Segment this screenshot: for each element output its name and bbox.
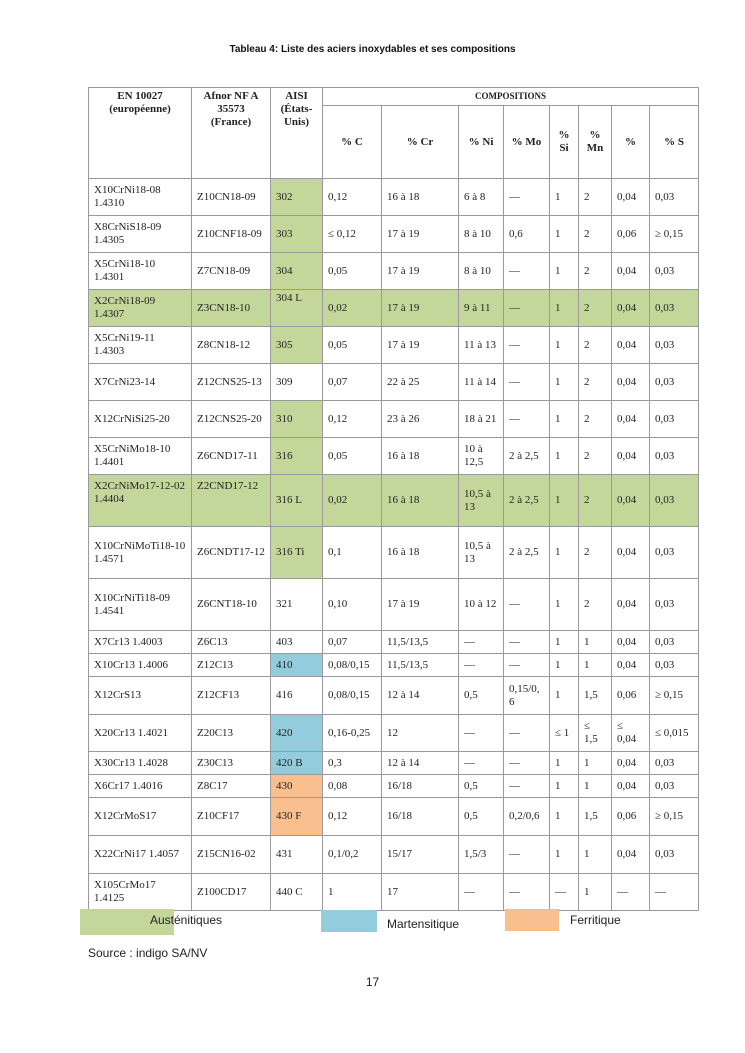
cell-ni: 10 à 12 bbox=[459, 579, 504, 631]
cell-p: 0,04 bbox=[612, 475, 650, 527]
cell-cr: 11,5/13,5 bbox=[382, 654, 459, 677]
cell-c: 0,07 bbox=[323, 631, 382, 654]
cell-c: 0,3 bbox=[323, 752, 382, 775]
cell-c: 0,1/0,2 bbox=[323, 836, 382, 874]
cell-s: 0,03 bbox=[650, 752, 699, 775]
cell-c: 0,07 bbox=[323, 364, 382, 401]
header-si: % Si bbox=[550, 106, 579, 179]
cell-s: 0,03 bbox=[650, 579, 699, 631]
legend-swatch-ferritic bbox=[505, 909, 559, 931]
cell-en: X105CrMo17 1.4125 bbox=[89, 874, 192, 911]
table-row bbox=[89, 752, 699, 775]
cell-aisi: 304 bbox=[271, 253, 323, 290]
cell-mo: — bbox=[504, 290, 550, 327]
cell-p: 0,06 bbox=[612, 798, 650, 836]
cell-aisi: 305 bbox=[271, 327, 323, 364]
cell-s: 0,03 bbox=[650, 401, 699, 438]
cell-cr: 16/18 bbox=[382, 775, 459, 798]
cell-mn: 2 bbox=[579, 216, 612, 253]
cell-mo: — bbox=[504, 654, 550, 677]
cell-ni: — bbox=[459, 752, 504, 775]
cell-s: 0,03 bbox=[650, 253, 699, 290]
cell-cr: 17 bbox=[382, 874, 459, 911]
cell-cr: 16 à 18 bbox=[382, 527, 459, 579]
cell-afnor: Z12C13 bbox=[192, 654, 271, 677]
table-row bbox=[89, 290, 699, 327]
cell-s: 0,03 bbox=[650, 179, 699, 216]
cell-cr: 12 bbox=[382, 715, 459, 752]
cell-mn: 2 bbox=[579, 401, 612, 438]
cell-mo: — bbox=[504, 579, 550, 631]
cell-cr: 15/17 bbox=[382, 836, 459, 874]
table-row bbox=[89, 179, 699, 216]
cell-mn: ≤ 1,5 bbox=[579, 715, 612, 752]
cell-mo: 2 à 2,5 bbox=[504, 475, 550, 527]
cell-s: ≥ 0,15 bbox=[650, 216, 699, 253]
cell-mn: 1,5 bbox=[579, 798, 612, 836]
cell-c: 0,05 bbox=[323, 327, 382, 364]
cell-mo: 2 à 2,5 bbox=[504, 527, 550, 579]
cell-s: ≤ 0,015 bbox=[650, 715, 699, 752]
cell-mn: 1 bbox=[579, 874, 612, 911]
cell-c: 0,02 bbox=[323, 475, 382, 527]
cell-c: 1 bbox=[323, 874, 382, 911]
cell-c: 0,10 bbox=[323, 579, 382, 631]
cell-mo: — bbox=[504, 401, 550, 438]
cell-ni: 0,5 bbox=[459, 798, 504, 836]
cell-mn: 1,5 bbox=[579, 677, 612, 715]
cell-mo: — bbox=[504, 253, 550, 290]
page-number: 17 bbox=[365, 975, 380, 989]
cell-aisi: 431 bbox=[271, 836, 323, 874]
cell-mn: 2 bbox=[579, 253, 612, 290]
cell-si: 1 bbox=[550, 290, 579, 327]
cell-si: 1 bbox=[550, 798, 579, 836]
cell-p: 0,04 bbox=[612, 253, 650, 290]
cell-aisi: 316 bbox=[271, 438, 323, 475]
header-s: % S bbox=[650, 106, 699, 179]
header-ni: % Ni bbox=[459, 106, 504, 179]
cell-mo: — bbox=[504, 715, 550, 752]
cell-mn: 2 bbox=[579, 527, 612, 579]
cell-si: 1 bbox=[550, 253, 579, 290]
cell-cr: 16/18 bbox=[382, 798, 459, 836]
cell-s: 0,03 bbox=[650, 327, 699, 364]
cell-mn: 1 bbox=[579, 631, 612, 654]
cell-cr: 22 à 25 bbox=[382, 364, 459, 401]
cell-mo: — bbox=[504, 327, 550, 364]
cell-p: 0,04 bbox=[612, 579, 650, 631]
cell-si: ≤ 1 bbox=[550, 715, 579, 752]
cell-mo: 0,2/0,6 bbox=[504, 798, 550, 836]
cell-p: 0,04 bbox=[612, 179, 650, 216]
cell-mn: 2 bbox=[579, 438, 612, 475]
cell-en: X22CrNi17 1.4057 bbox=[89, 836, 192, 874]
cell-afnor: Z15CN16-02 bbox=[192, 836, 271, 874]
cell-afnor: Z30C13 bbox=[192, 752, 271, 775]
cell-aisi: 303 bbox=[271, 216, 323, 253]
cell-ni: 8 à 10 bbox=[459, 253, 504, 290]
cell-c: 0,08 bbox=[323, 775, 382, 798]
cell-p: ≤ 0,04 bbox=[612, 715, 650, 752]
cell-c: 0,08/0,15 bbox=[323, 654, 382, 677]
cell-mn: 2 bbox=[579, 364, 612, 401]
cell-aisi: 420 bbox=[271, 715, 323, 752]
cell-p: 0,04 bbox=[612, 401, 650, 438]
cell-afnor: Z6CNT18-10 bbox=[192, 579, 271, 631]
header-aisi: AISI (États-Unis) bbox=[271, 88, 323, 179]
cell-si: 1 bbox=[550, 179, 579, 216]
cell-cr: 17 à 19 bbox=[382, 253, 459, 290]
cell-s: 0,03 bbox=[650, 631, 699, 654]
header-cr: % Cr bbox=[382, 106, 459, 179]
cell-aisi: 316 L bbox=[271, 475, 323, 527]
cell-s: 0,03 bbox=[650, 290, 699, 327]
cell-aisi: 420 B bbox=[271, 752, 323, 775]
cell-mo: — bbox=[504, 836, 550, 874]
cell-mn: 1 bbox=[579, 836, 612, 874]
cell-mn: 1 bbox=[579, 654, 612, 677]
cell-si: 1 bbox=[550, 438, 579, 475]
cell-si: 1 bbox=[550, 527, 579, 579]
cell-si: 1 bbox=[550, 654, 579, 677]
cell-mo: — bbox=[504, 631, 550, 654]
cell-aisi: 302 bbox=[271, 179, 323, 216]
cell-en: X6Cr17 1.4016 bbox=[89, 775, 192, 798]
cell-mn: 1 bbox=[579, 775, 612, 798]
cell-en: X12CrS13 bbox=[89, 677, 192, 715]
legend-label-ferritic: Ferritique bbox=[570, 913, 621, 927]
cell-p: 0,04 bbox=[612, 654, 650, 677]
cell-aisi: 440 C bbox=[271, 874, 323, 911]
cell-en: X20Cr13 1.4021 bbox=[89, 715, 192, 752]
cell-en: X10Cr13 1.4006 bbox=[89, 654, 192, 677]
cell-mo: — bbox=[504, 364, 550, 401]
cell-aisi: 403 bbox=[271, 631, 323, 654]
cell-mn: 2 bbox=[579, 179, 612, 216]
cell-s: 0,03 bbox=[650, 527, 699, 579]
cell-si: 1 bbox=[550, 216, 579, 253]
cell-c: 0,1 bbox=[323, 527, 382, 579]
cell-ni: 0,5 bbox=[459, 677, 504, 715]
cell-afnor: Z3CN18-10 bbox=[192, 290, 271, 327]
cell-cr: 17 à 19 bbox=[382, 290, 459, 327]
cell-en: X10CrNi18-08 1.4310 bbox=[89, 179, 192, 216]
header-mn: % Mn bbox=[579, 106, 612, 179]
cell-si: 1 bbox=[550, 475, 579, 527]
cell-c: 0,16-0,25 bbox=[323, 715, 382, 752]
cell-afnor: Z2CND17-12 bbox=[192, 475, 271, 527]
cell-cr: 11,5/13,5 bbox=[382, 631, 459, 654]
cell-c: 0,02 bbox=[323, 290, 382, 327]
cell-en: X30Cr13 1.4028 bbox=[89, 752, 192, 775]
table-row bbox=[89, 438, 699, 475]
cell-s: 0,03 bbox=[650, 364, 699, 401]
table-row bbox=[89, 364, 699, 401]
cell-si: — bbox=[550, 874, 579, 911]
header-mo: % Mo bbox=[504, 106, 550, 179]
cell-cr: 16 à 18 bbox=[382, 179, 459, 216]
cell-ni: — bbox=[459, 715, 504, 752]
cell-p: 0,04 bbox=[612, 364, 650, 401]
source-note: Source : indigo SA/NV bbox=[88, 946, 208, 960]
cell-aisi: 321 bbox=[271, 579, 323, 631]
table-row bbox=[89, 874, 699, 911]
cell-c: 0,08/0,15 bbox=[323, 677, 382, 715]
header-compositions: COMPOSITIONS bbox=[323, 88, 699, 106]
cell-en: X8CrNiS18-09 1.4305 bbox=[89, 216, 192, 253]
cell-si: 1 bbox=[550, 677, 579, 715]
cell-afnor: Z10CN18-09 bbox=[192, 179, 271, 216]
cell-p: 0,04 bbox=[612, 752, 650, 775]
cell-ni: 10,5 à 13 bbox=[459, 475, 504, 527]
cell-p: — bbox=[612, 874, 650, 911]
cell-c: ≤ 0,12 bbox=[323, 216, 382, 253]
cell-si: 1 bbox=[550, 752, 579, 775]
cell-mo: — bbox=[504, 775, 550, 798]
cell-cr: 17 à 19 bbox=[382, 579, 459, 631]
cell-s: ≥ 0,15 bbox=[650, 798, 699, 836]
cell-en: X5CrNi19-11 1.4303 bbox=[89, 327, 192, 364]
table-row bbox=[89, 253, 699, 290]
cell-p: 0,04 bbox=[612, 290, 650, 327]
cell-afnor: Z12CNS25-13 bbox=[192, 364, 271, 401]
cell-ni: 18 à 21 bbox=[459, 401, 504, 438]
cell-mo: 2 à 2,5 bbox=[504, 438, 550, 475]
legend-label-austenitic: Austénitiques bbox=[150, 913, 223, 927]
cell-afnor: Z12CNS25-20 bbox=[192, 401, 271, 438]
cell-aisi: 430 F bbox=[271, 798, 323, 836]
cell-mn: 2 bbox=[579, 327, 612, 364]
cell-afnor: Z6CNDT17-12 bbox=[192, 527, 271, 579]
cell-mo: 0,6 bbox=[504, 216, 550, 253]
cell-ni: 11 à 14 bbox=[459, 364, 504, 401]
cell-en: X12CrNiSi25-20 bbox=[89, 401, 192, 438]
cell-ni: 1,5/3 bbox=[459, 836, 504, 874]
table-row bbox=[89, 216, 699, 253]
cell-p: 0,04 bbox=[612, 527, 650, 579]
cell-aisi: 304 L bbox=[271, 290, 323, 327]
cell-en: X7CrNi23-14 bbox=[89, 364, 192, 401]
cell-ni: 8 à 10 bbox=[459, 216, 504, 253]
cell-en: X12CrMoS17 bbox=[89, 798, 192, 836]
cell-s: — bbox=[650, 874, 699, 911]
header-p: % bbox=[612, 106, 650, 179]
cell-s: 0,03 bbox=[650, 475, 699, 527]
table-row bbox=[89, 631, 699, 654]
cell-s: 0,03 bbox=[650, 836, 699, 874]
table-row bbox=[89, 327, 699, 364]
cell-ni: 10,5 à 13 bbox=[459, 527, 504, 579]
cell-c: 0,12 bbox=[323, 179, 382, 216]
cell-aisi: 316 Ti bbox=[271, 527, 323, 579]
cell-ni: 9 à 11 bbox=[459, 290, 504, 327]
table-row bbox=[89, 401, 699, 438]
cell-aisi: 430 bbox=[271, 775, 323, 798]
cell-c: 0,05 bbox=[323, 438, 382, 475]
table-caption: Tableau 4: Liste des aciers inoxydables et ses compositions bbox=[229, 44, 516, 55]
cell-en: X5CrNi18-10 1.4301 bbox=[89, 253, 192, 290]
cell-cr: 12 à 14 bbox=[382, 752, 459, 775]
cell-aisi: 410 bbox=[271, 654, 323, 677]
cell-mo: — bbox=[504, 179, 550, 216]
table-row bbox=[89, 775, 699, 798]
cell-en: X7Cr13 1.4003 bbox=[89, 631, 192, 654]
cell-ni: 11 à 13 bbox=[459, 327, 504, 364]
cell-cr: 17 à 19 bbox=[382, 216, 459, 253]
cell-ni: — bbox=[459, 654, 504, 677]
table-row bbox=[89, 579, 699, 631]
cell-p: 0,06 bbox=[612, 216, 650, 253]
cell-ni: 10 à 12,5 bbox=[459, 438, 504, 475]
table-row bbox=[89, 677, 699, 715]
legend-swatch-martensitic bbox=[321, 910, 377, 932]
cell-afnor: Z20C13 bbox=[192, 715, 271, 752]
cell-si: 1 bbox=[550, 836, 579, 874]
table-row bbox=[89, 798, 699, 836]
cell-aisi: 309 bbox=[271, 364, 323, 401]
cell-aisi: 310 bbox=[271, 401, 323, 438]
cell-si: 1 bbox=[550, 775, 579, 798]
cell-en: X2CrNi18-09 1.4307 bbox=[89, 290, 192, 327]
cell-mo: 0,15/0,6 bbox=[504, 677, 550, 715]
table-row bbox=[89, 654, 699, 677]
cell-en: X10CrNiTi18-09 1.4541 bbox=[89, 579, 192, 631]
cell-c: 0,05 bbox=[323, 253, 382, 290]
cell-afnor: Z12CF13 bbox=[192, 677, 271, 715]
cell-si: 1 bbox=[550, 579, 579, 631]
table-row bbox=[89, 475, 699, 527]
cell-p: 0,04 bbox=[612, 775, 650, 798]
cell-si: 1 bbox=[550, 401, 579, 438]
cell-en: X2CrNiMo17-12-02 1.4404 bbox=[89, 475, 192, 527]
cell-mo: — bbox=[504, 752, 550, 775]
table-row bbox=[89, 715, 699, 752]
cell-p: 0,04 bbox=[612, 836, 650, 874]
cell-cr: 12 à 14 bbox=[382, 677, 459, 715]
cell-afnor: Z100CD17 bbox=[192, 874, 271, 911]
cell-s: ≥ 0,15 bbox=[650, 677, 699, 715]
cell-afnor: Z10CF17 bbox=[192, 798, 271, 836]
cell-afnor: Z7CN18-09 bbox=[192, 253, 271, 290]
cell-p: 0,04 bbox=[612, 438, 650, 475]
cell-ni: — bbox=[459, 631, 504, 654]
table-row bbox=[89, 527, 699, 579]
cell-mn: 1 bbox=[579, 752, 612, 775]
cell-mn: 2 bbox=[579, 579, 612, 631]
cell-mn: 2 bbox=[579, 290, 612, 327]
cell-p: 0,06 bbox=[612, 677, 650, 715]
cell-afnor: Z10CNF18-09 bbox=[192, 216, 271, 253]
cell-s: 0,03 bbox=[650, 438, 699, 475]
cell-cr: 16 à 18 bbox=[382, 475, 459, 527]
cell-afnor: Z8C17 bbox=[192, 775, 271, 798]
steel-composition-table bbox=[88, 87, 699, 911]
cell-si: 1 bbox=[550, 364, 579, 401]
header-en-10027: EN 10027 (européenne) bbox=[89, 88, 192, 179]
legend-label-martensitic: Martensitique bbox=[387, 917, 460, 931]
cell-si: 1 bbox=[550, 631, 579, 654]
cell-si: 1 bbox=[550, 327, 579, 364]
cell-afnor: Z8CN18-12 bbox=[192, 327, 271, 364]
cell-ni: 0,5 bbox=[459, 775, 504, 798]
header-c: % C bbox=[323, 106, 382, 179]
cell-en: X10CrNiMoTi18-10 1.4571 bbox=[89, 527, 192, 579]
cell-aisi: 416 bbox=[271, 677, 323, 715]
cell-s: 0,03 bbox=[650, 654, 699, 677]
cell-p: 0,04 bbox=[612, 631, 650, 654]
cell-cr: 16 à 18 bbox=[382, 438, 459, 475]
cell-afnor: Z6C13 bbox=[192, 631, 271, 654]
cell-mn: 2 bbox=[579, 475, 612, 527]
cell-afnor: Z6CND17-11 bbox=[192, 438, 271, 475]
table-row bbox=[89, 836, 699, 874]
cell-ni: — bbox=[459, 874, 504, 911]
header-afnor: Afnor NF A 35573 (France) bbox=[192, 88, 271, 179]
cell-c: 0,12 bbox=[323, 798, 382, 836]
cell-cr: 23 à 26 bbox=[382, 401, 459, 438]
cell-en: X5CrNiMo18-10 1.4401 bbox=[89, 438, 192, 475]
cell-mo: — bbox=[504, 874, 550, 911]
cell-c: 0,12 bbox=[323, 401, 382, 438]
cell-s: 0,03 bbox=[650, 775, 699, 798]
cell-ni: 6 à 8 bbox=[459, 179, 504, 216]
cell-p: 0,04 bbox=[612, 327, 650, 364]
cell-cr: 17 à 19 bbox=[382, 327, 459, 364]
